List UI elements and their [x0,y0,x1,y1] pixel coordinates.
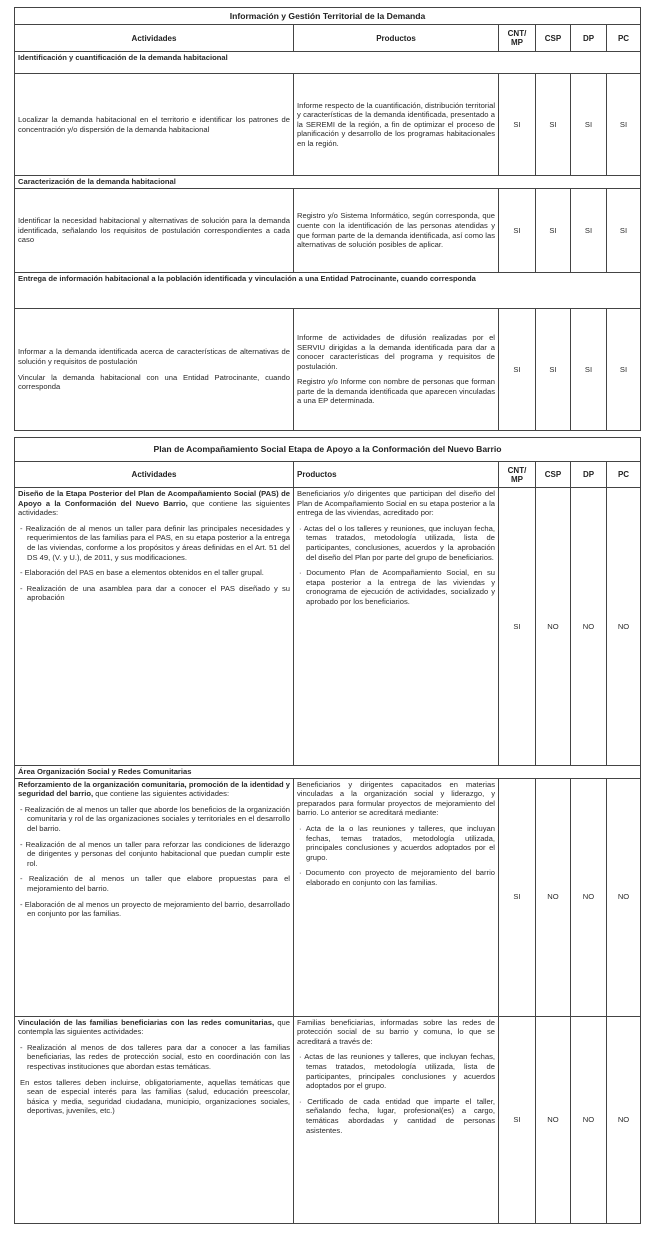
section-heading: Entrega de información habitacional a la población identificada y vinculación a una Entidad Patrocinante, cuando corresponda [15,273,641,309]
paragraph-text: Vincular la demanda habitacional con una Entidad Patrocinante, cuando corresponda [18,372,290,392]
bullet-marker: · [299,1052,302,1062]
table-row [15,1016,641,1223]
activity-paragraph [18,584,290,603]
bullet-marker: · [299,1096,302,1106]
value-cell-csp: SI [536,189,571,273]
paragraph-text: Informar a la demanda identificada acerca de características de alternativas de solución y requisitos de postulación [18,347,290,366]
bullet-marker: - [20,804,23,814]
section-row [15,766,641,779]
value-cell-pc: NO [607,1016,641,1223]
paragraph-text: Realización de al menos un taller para definir las principales necesidades y requerimientos de las familias para el PAS, en su etapa posterior a la entrega de las viviendas, conforme a los propósitos y áreas definidas en el Art. 51 del DS 49, (V. y U.), de 2011, y sus modificaciones. [25,523,290,562]
activity-paragraph [18,524,290,562]
paragraph-text: Familias beneficiarias, informadas sobre las redes de protección social de su barrio y comuna, lo que se acreditará a través de: [297,1017,495,1046]
bullet-marker: · [299,868,302,878]
section-heading: Caracterización de la demanda habitacional [15,176,641,189]
paragraph-text: Acta de la o las reuniones y talleres, que incluyan fechas, temas tratados, metodología utilizada, principales conclusiones y acuerdos adoptados por el grupo. [305,823,495,862]
value-cell-pc: SI [607,189,641,273]
bullet-marker: - [20,874,23,884]
header-row [15,462,641,488]
bullet-marker: - [20,839,23,849]
value-cell-cnt-mp: SI [499,189,536,273]
products-cell [294,1016,499,1223]
paragraph-text: que contiene las siguientes actividades: [18,498,290,518]
paragraph-text: Identificar la necesidad habitacional y alternativas de solución para la demanda identificada, señalando los requisitos de postulación correspondientes a cada caso [18,216,290,245]
product-paragraph [297,333,495,371]
paragraph-text: Registro y/o Sistema Informático, según corresponda, que cuente con la identificación de las personas atendidas y que forman parte de la demanda identificada, así como las alternativas de solución posibles de aplicar. [297,211,495,250]
value-cell-cnt-mp: SI [499,309,536,431]
column-header: Actividades [15,25,294,52]
table-row [15,189,641,273]
value-cell-cnt-mp: SI [499,74,536,176]
bold-lead: Reforzamiento de la organización comunitaria, promoción de la identidad y seguridad del barrio, [18,779,290,799]
table-row [15,309,641,431]
paragraph-text: Beneficiarios y dirigentes capacitados en materias vinculadas a la organización social y liderazgo, y preparados para formular proyectos de mejoramiento del barrio. Lo anterior se acreditará mediante: [297,779,495,818]
paragraph-text: Realización de al menos un taller para reforzar las condiciones de liderazgo de dirigentes y personas del conjunto habitacional que puedan cumplir este rol. [25,839,290,868]
activities-cell [15,74,294,176]
bold-lead: Diseño de la Etapa Posterior del Plan de Acompañamiento Social (PAS) de Apoyo a la Conformación del Nuevo Barrio, [18,489,290,508]
section-heading: Identificación y cuantificación de la demanda habitacional [15,52,641,74]
value-cell-cnt-mp: SI [499,488,536,766]
activity-paragraph [18,900,290,919]
section-row [15,273,641,309]
activities-cell [15,189,294,273]
paragraph-text: Actas de las reuniones y talleres, que incluyan fechas, temas tratados, metodología utilizada, lista de participantes, principales conclusiones y acuerdos adoptados por el grupo. [304,1052,495,1091]
activity-paragraph [18,568,290,578]
table-row [15,778,641,1016]
table-plan-acompanamiento-social [14,437,641,1224]
value-cell-dp: SI [571,74,607,176]
activity-paragraph [18,373,290,392]
bullet-marker: - [20,1042,23,1052]
bullet-marker: · [299,823,302,833]
value-cell-pc: SI [607,309,641,431]
paragraph-text: Elaboración de al menos un proyecto de mejoramiento del barrio, desarrollado en conjunto por las familias. [24,899,290,919]
column-header: DP [571,25,607,52]
activity-paragraph [18,805,290,834]
column-header: Productos [294,25,499,52]
column-header: CSP [536,25,571,52]
value-cell-dp: NO [571,488,607,766]
value-cell-pc: NO [607,488,641,766]
bullet-marker: - [20,583,23,593]
activity-paragraph [18,1043,290,1072]
column-header: DP [571,462,607,488]
value-cell-dp: SI [571,189,607,273]
paragraph-text: Documento con proyecto de mejoramiento del barrio elaborado en conjunto con las familias. [305,868,495,887]
section-heading: Área Organización Social y Redes Comunitarias [15,766,641,779]
products-cell [294,778,499,1016]
products-cell [294,309,499,431]
activities-cell [15,778,294,1016]
header-row [15,25,641,52]
activities-cell [15,488,294,766]
paragraph-text: Realización de al menos un taller que aborde los beneficios de la organización comunitaria y rol de las organizaciones sociales y territoriales en el desarrollo del barrio. [24,804,290,833]
value-cell-csp: NO [536,488,571,766]
paragraph-text: Realización de una asamblea para dar a conocer el PAS diseñado y su aprobación [26,583,290,603]
column-header: CNT/ MP [499,462,536,488]
products-cell [294,488,499,766]
value-cell-csp: SI [536,309,571,431]
value-cell-dp: NO [571,1016,607,1223]
paragraph-text: Elaboración del PAS en base a elementos obtenidos en el taller grupal. [24,568,264,578]
value-cell-cnt-mp: SI [499,1016,536,1223]
activity-paragraph [18,874,290,893]
paragraph-text: Informe de actividades de difusión realizadas por el SERVIU dirigidas a la demanda identificada para dar a conocer características del programa y requisitos de postulación. [297,332,495,371]
activity-paragraph [18,780,290,799]
activity-paragraph [18,1078,290,1116]
product-paragraph [297,524,495,562]
table-title: Plan de Acompañamiento Social Etapa de Apoyo a la Conformación del Nuevo Barrio [15,438,641,462]
product-paragraph [297,1097,495,1135]
paragraph-text: que contempla las siguientes actividades: [18,1017,291,1037]
bullet-marker: · [299,568,302,578]
paragraph-text: Informe respecto de la cuantificación, distribución territorial y características de la demanda identificada, presentado a la SEREMI de la región, a fin de optimizar el proceso de planificación y desarrollo de los programas habitacionales en la región. [297,100,495,148]
product-paragraph [297,489,495,518]
table-informacion-gestion-territorial [14,7,641,431]
paragraph-text: Realización de al menos un taller que elabore propuestas para el mejoramiento del barrio. [27,874,290,893]
value-cell-cnt-mp: SI [499,778,536,1016]
paragraph-text: Registro y/o Informe con nombre de personas que forman parte de la demanda identificada que aparecen vinculadas a una EP determinada. [297,377,495,406]
activities-cell [15,1016,294,1223]
section-row [15,176,641,189]
paragraph-text: Actas del o los talleres y reuniones, que incluyan fecha, temas tratados, metodología utilizada, lista de participantes, conclusiones, acuerdos y la aprobación del diseño del Plan por parte del grupo de beneficiarios. [303,523,495,562]
activity-paragraph [18,216,290,245]
value-cell-dp: SI [571,309,607,431]
product-paragraph [297,868,495,887]
activity-paragraph [18,1018,290,1037]
activity-paragraph [18,347,290,366]
column-header: CNT/ MP [499,25,536,52]
bullet-marker: · [299,523,302,533]
paragraph-text: Localizar la demanda habitacional en el territorio e identificar los patrones de concentración y/o dispersión de la demanda habitacional [18,114,290,134]
product-paragraph [297,211,495,249]
product-paragraph [297,1018,495,1047]
value-cell-pc: NO [607,778,641,1016]
title-row [15,438,641,462]
section-row [15,52,641,74]
column-header: CSP [536,462,571,488]
value-cell-csp: SI [536,74,571,176]
activity-paragraph [18,489,290,518]
value-cell-dp: NO [571,778,607,1016]
column-header: PC [607,462,641,488]
product-paragraph [297,1052,495,1090]
column-header: Productos [294,462,499,488]
paragraph-text: Certificado de cada entidad que imparte el taller, señalando fecha, lugar, profesional(es) a cargo, temáticas abordadas y cantidad de personas asistentes. [306,1096,495,1135]
activities-cell [15,309,294,431]
value-cell-pc: SI [607,74,641,176]
paragraph-text: que contiene las siguientes actividades: [93,789,230,799]
paragraph-text: Beneficiarios y/o dirigentes que participan del diseño del Plan de Acompañamiento Social en su etapa posterior a la entrega de las viviendas, acreditado por: [297,489,495,518]
paragraph-text: En estos talleres deben incluirse, obligatoriamente, aquellas temáticas que sean de especial interés para las familias (salud, educación preescolar, básica y media, seguridad ciudadana, municipio, organizaciones sociales, deportivas, juveniles, etc.) [20,1077,290,1116]
column-header: Actividades [15,462,294,488]
paragraph-text: Realización al menos de dos talleres para dar a conocer a las familias beneficiarias, las redes de protección social, esto en coordinación con las respectivas instituciones que abordan estas temáticas. [26,1042,290,1071]
table-row [15,74,641,176]
value-cell-csp: NO [536,778,571,1016]
products-cell [294,74,499,176]
activity-paragraph [18,840,290,869]
products-cell [294,189,499,273]
value-cell-csp: NO [536,1016,571,1223]
bullet-marker: - [20,568,23,578]
bold-lead: Vinculación de las familias beneficiarias con las redes comunitarias, [18,1017,275,1027]
table-row [15,488,641,766]
column-header: PC [607,25,641,52]
product-paragraph [297,101,495,149]
product-paragraph [297,377,495,406]
bullet-marker: - [20,523,23,533]
product-paragraph [297,568,495,606]
title-row [15,8,641,25]
paragraph-text: Documento Plan de Acompañamiento Social, en su etapa posterior a la entrega de las viviendas y cronograma de ejecución de actividades, socializado y aprobado por los beneficiarios. [306,568,495,606]
bullet-marker: - [20,899,23,909]
activity-paragraph [18,115,290,134]
table-title: Información y Gestión Territorial de la Demanda [15,8,641,25]
product-paragraph [297,780,495,818]
product-paragraph [297,824,495,862]
